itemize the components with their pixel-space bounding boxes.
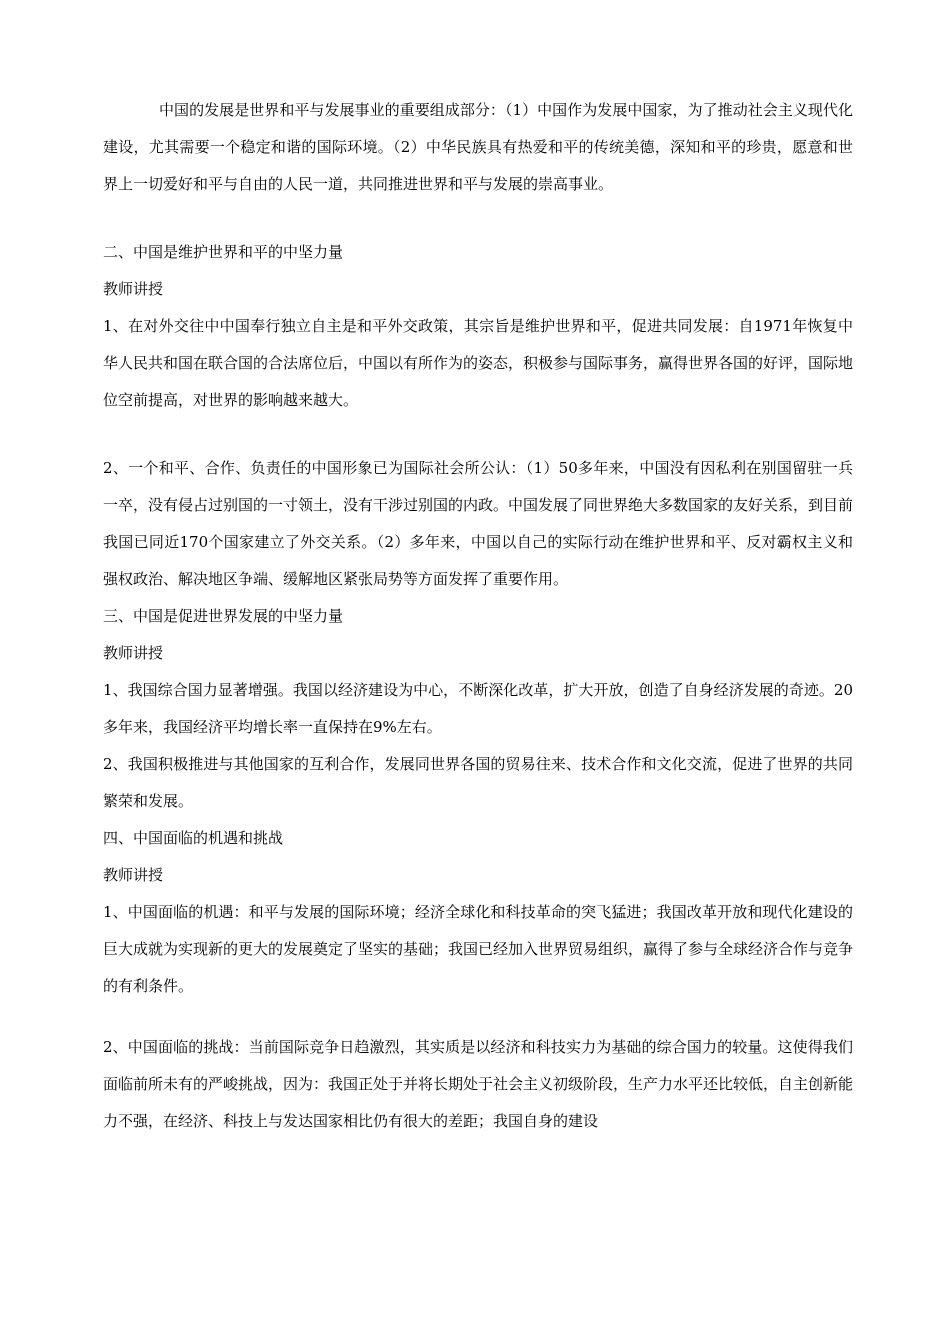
spacer (103, 1005, 853, 1029)
section-4-paragraph-1: 1、中国面临的机遇：和平与发展的国际环境；经济全球化和科技革命的突飞猛进；我国改革开放和现代化建设的巨大成就为实现新的更大的发展奠定了坚实的基础；我国已经加入世界贸易组织，赢得了参与全球经济合作与竞争的有利条件。 (103, 903, 854, 995)
section-4-paragraph-2: 2、中国面临的挑战：当前国际竞争日趋激烈，其实质是以经济和科技实力为基础的综合国力的较量。这使得我们面临前所未有的严峻挑战，因为：我国正处于并将长期处于社会主义初级阶段，生产力水平还比较低，自主创新能力不强，在经济、科技上与发达国家相比仍有很大的差距；我国自身的建设 (103, 1038, 854, 1130)
section-4-subheading: 教师讲授 (103, 866, 164, 884)
section-2-heading: 二、中国是维护世界和平的中坚力量 (103, 243, 344, 261)
section-3-paragraph-1: 1、我国综合国力显著增强。我国以经济建设为中心，不断深化改革，扩大开放，创造了自身经济发展的奇迹。20多年来，我国经济平均增长率一直保持在9%左右。 (103, 681, 853, 736)
section-4-heading: 四、中国面临的机遇和挑战 (103, 829, 284, 847)
section-2-paragraph-2: 2、一个和平、合作、负责任的中国形象已为国际社会所公认：（1）50多年来，中国没有因私利在别国留驻一兵一卒，没有侵占过别国的一寸领土，没有干涉过别国的内政。中国发展了同世界绝大多数国家的友好关系，到目前我国已同近170个国家建立了外交关系。（2）多年来，中国以自己的实际行动在维护世界和平、反对霸权主义和强权政治、解决地区争端、缓解地区紧张局势等方面发挥了重要作用。 (103, 459, 854, 588)
section-3-paragraph-2: 2、我国积极推进与其他国家的互利合作，发展同世界各国的贸易往来、技术合作和文化交流，促进了世界的共同繁荣和发展。 (103, 755, 853, 810)
section-3-heading: 三、中国是促进世界发展的中坚力量 (103, 607, 344, 625)
spacer (103, 419, 853, 450)
document-page (103, 92, 853, 1140)
spacer (103, 203, 853, 234)
section-3-subheading: 教师讲授 (103, 644, 164, 662)
section-2-subheading: 教师讲授 (103, 280, 164, 298)
intro-paragraph: 中国的发展是世界和平与发展事业的重要组成部分：（1）中国作为发展中国家，为了推动社会主义现代化建设，尤其需要一个稳定和谐的国际环境。（2）中华民族具有热爱和平的传统美德，深知和平的珍贵，愿意和世界上一切爱好和平与自由的人民一道，共同推进世界和平与发展的崇高事业。 (103, 101, 853, 193)
section-2-paragraph-1: 1、在对外交往中中国奉行独立自主是和平外交政策，其宗旨是维护世界和平，促进共同发展：自1971年恢复中华人民共和国在联合国的合法席位后，中国以有所作为的姿态，积极参与国际事务，赢得世界各国的好评，国际地位空前提高，对世界的影响越来越大。 (103, 317, 854, 409)
